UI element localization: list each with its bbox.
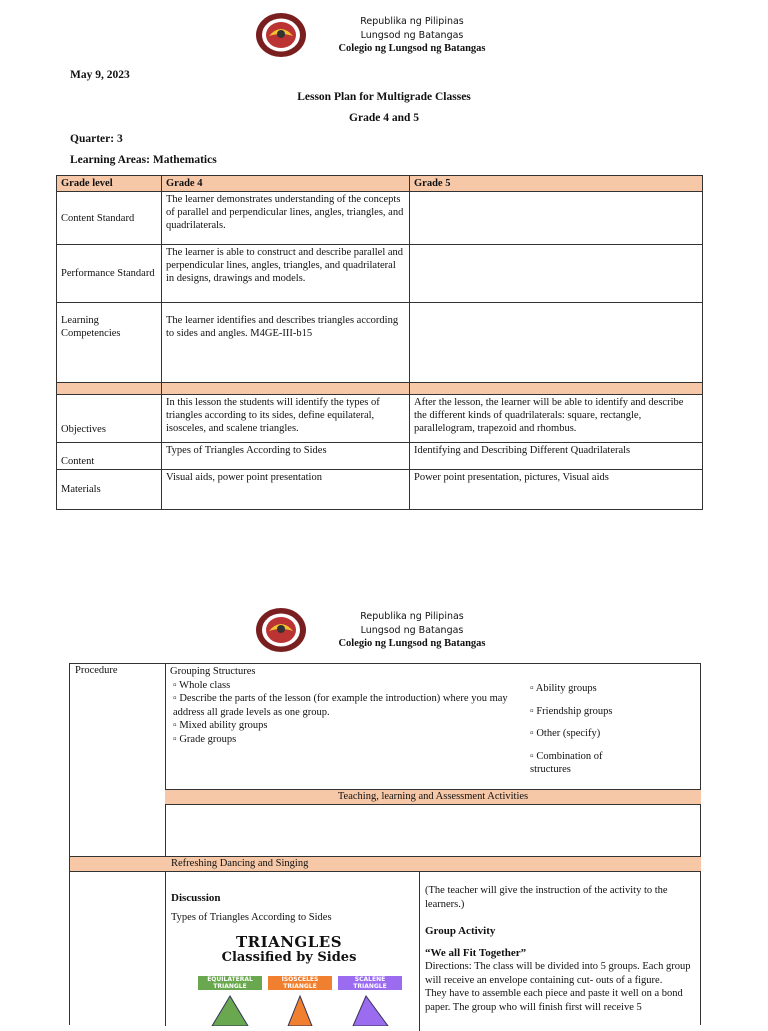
header-grade-5: Grade 5	[410, 176, 703, 192]
list-item: ▫ Grade groups	[173, 733, 237, 745]
grade4-cell: The learner identifies and describes triangles according to sides and angles. M4GE-III-b15	[162, 303, 410, 383]
row-label: Content Standard	[57, 192, 162, 245]
page-title: Lesson Plan for Multigrade Classes	[297, 91, 471, 103]
row-label: Materials	[57, 470, 162, 510]
grade4-cell: The learner is able to construct and describe parallel and perpendicular lines, angles, triangles, and quadrilateral in designs, drawings and models.	[162, 245, 410, 303]
discussion-text: Types of Triangles According to Sides	[171, 912, 332, 923]
image-title: TRIANGLES	[235, 933, 343, 951]
header-line-2: Lungsod ng Batangas	[360, 624, 464, 636]
table-row	[57, 192, 703, 245]
activities-header: Teaching, learning and Assessment Activities	[165, 789, 701, 805]
table-row	[57, 245, 703, 303]
list-item: ▫ Friendship groups	[530, 705, 613, 717]
scalene-triangle-icon	[353, 996, 388, 1026]
table-row	[57, 443, 703, 470]
grade5-cell: After the lesson, the learner will be able to identify and describe the different kinds of quadrilaterals: square, rectangle, parallelogram, trapezoid and rhombus.	[410, 395, 703, 443]
list-item: ▫ Ability groups	[530, 683, 597, 694]
grade5-cell	[410, 303, 703, 383]
activity-name: “We all Fit Together”	[425, 946, 527, 959]
grouping-right-list	[530, 682, 640, 777]
grade5-cell	[410, 245, 703, 303]
activity-column	[425, 884, 697, 1014]
directions-continued: They have to assemble each piece and paste it well on a bond paper. The group who will finish first will receive 5	[425, 988, 683, 1013]
grade5-cell: Power point presentation, pictures, Visual aids	[410, 470, 703, 510]
scalene-label: SCALENE TRIANGLE	[338, 976, 402, 990]
header-line-1: Republika ng Pilipinas	[360, 611, 464, 622]
teacher-note: (The teacher will give the instruction of the activity to the learners.)	[425, 885, 668, 910]
table-row	[57, 470, 703, 510]
list-item: ▫ Other (specify)	[530, 728, 601, 739]
header-grade-level: Grade level	[57, 176, 162, 192]
list-item: ▫ Combination of structures	[530, 750, 603, 775]
quarter: Quarter: 3	[70, 133, 123, 145]
procedure-table	[69, 663, 701, 1025]
grouping-left-list	[170, 665, 515, 746]
isosceles-label: ISOSCELES TRIANGLE	[268, 976, 332, 990]
isosceles-triangle-icon	[288, 996, 312, 1026]
table-row	[57, 303, 703, 383]
table-header-row	[57, 176, 703, 192]
triangles-image	[188, 934, 390, 1026]
table-row	[57, 395, 703, 443]
refresh-band	[70, 856, 701, 872]
lesson-plan-table	[56, 175, 703, 510]
row-label: Performance Standard	[57, 245, 162, 303]
equilateral-label: EQUILATERAL TRIANGLE	[198, 976, 262, 990]
header-line-1: Republika ng Pilipinas	[360, 16, 464, 27]
institution-header	[300, 15, 524, 56]
equilateral-triangle-icon	[212, 996, 248, 1026]
page-subtitle: Grade 4 and 5	[349, 112, 419, 124]
header-line-3: Colegio ng Lungsod ng Batangas	[338, 43, 486, 54]
date: May 9, 2023	[70, 69, 130, 81]
grade5-cell: Identifying and Describing Different Quadrilaterals	[410, 443, 703, 470]
row-label: Learning Competencies	[57, 303, 162, 383]
list-item: ▫ Describe the parts of the lesson (for example the introduction) where you may address all grade levels as one group.	[173, 693, 508, 718]
directions: Directions: The class will be divided into 5 groups. Each group will receive an envelope containing cut- outs of a figure.	[425, 961, 691, 986]
list-item: ▫ Mixed ability groups	[173, 720, 268, 731]
grouping-title: Grouping Structures	[170, 666, 256, 677]
image-subtitle: Classified by Sides	[221, 950, 357, 965]
grade4-cell: Types of Triangles According to Sides	[162, 443, 410, 470]
refresh-label: Refreshing Dancing and Singing	[171, 858, 309, 869]
learning-areas: Learning Areas: Mathematics	[70, 154, 217, 166]
discussion-title: Discussion	[171, 892, 221, 904]
header-grade-4: Grade 4	[162, 176, 410, 192]
separator-row	[57, 383, 703, 395]
list-item: ▫ Whole class	[173, 679, 231, 691]
grade5-cell	[410, 192, 703, 245]
institution-header-page2	[300, 610, 524, 651]
grade4-cell: In this lesson the students will identify the types of triangles according to its sides, define equilateral, isosceles, and scalene triangles.	[162, 395, 410, 443]
row-label: Objectives	[57, 395, 162, 443]
header-line-2: Lungsod ng Batangas	[360, 29, 464, 41]
row-label: Content	[57, 443, 162, 470]
grade4-cell: Visual aids, power point presentation	[162, 470, 410, 510]
group-activity-title: Group Activity	[425, 925, 496, 937]
triangle-shapes	[188, 994, 408, 1026]
grade4-cell: The learner demonstrates understanding of the concepts of parallel and perpendicular lines, angles, triangles, and quadrilaterals.	[162, 192, 410, 245]
procedure-label: Procedure	[75, 665, 118, 676]
header-line-3: Colegio ng Lungsod ng Batangas	[338, 638, 486, 649]
